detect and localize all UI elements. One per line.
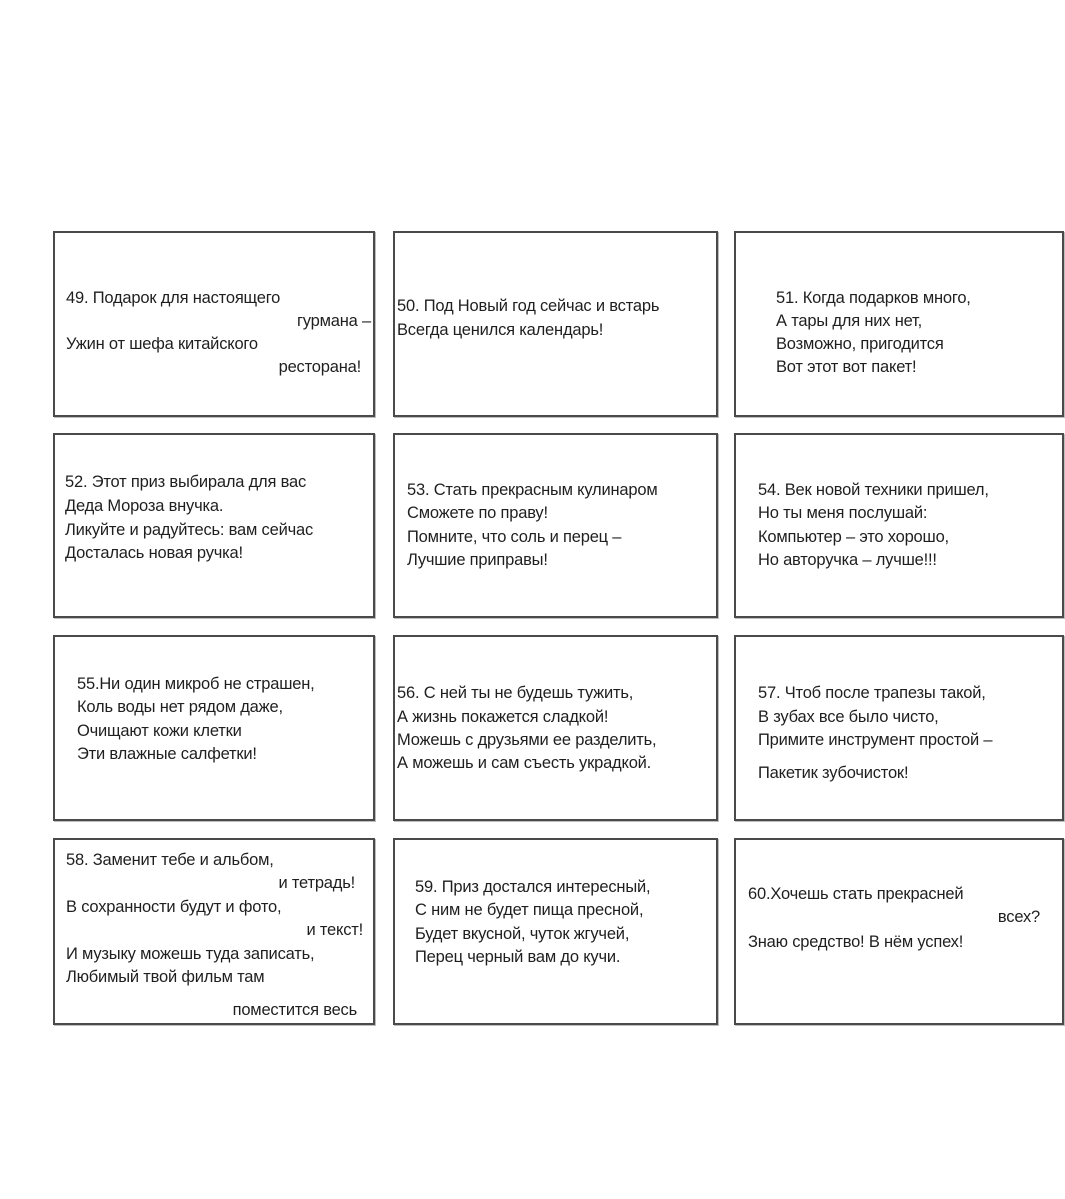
card-line: Перец черный вам до кучи. — [415, 948, 621, 966]
card-line: Компьютер – это хорошо, — [758, 528, 949, 546]
card-line: Ликуйте и радуйтесь: вам сейчас — [65, 521, 314, 539]
card-line: 58. Заменит тебе и альбом, — [66, 851, 274, 869]
card-line: Любимый твой фильм там — [66, 968, 265, 986]
card-line: А можешь и сам съесть украдкой. — [397, 754, 652, 772]
card-line: 53. Стать прекрасным кулинаром — [407, 481, 658, 499]
card-line: Лучшие приправы! — [407, 551, 548, 569]
card-line: 54. Век новой техники пришел, — [758, 481, 989, 499]
card-line: Примите инструмент простой – — [758, 731, 993, 749]
card-line: всех? — [997, 908, 1040, 926]
card-line: Пакетик зубочисток! — [758, 764, 909, 782]
card-line: Но авторучка – лучше!!! — [758, 551, 937, 569]
card-line: А жизнь покажется сладкой! — [397, 708, 609, 726]
gift-card-54 — [734, 433, 1064, 618]
card-line: ресторана! — [278, 358, 361, 376]
card-line: 52. Этот приз выбирала для вас — [65, 473, 307, 491]
card-line: Деда Мороза внучка. — [65, 497, 224, 515]
gift-card-58 — [53, 838, 375, 1025]
card-line: В сохранности будут и фото, — [66, 898, 282, 916]
card-line: Возможно, пригодится — [776, 335, 944, 353]
gift-card-52 — [53, 433, 375, 618]
gift-card-49 — [53, 231, 375, 417]
card-line: Можешь с друзьями ее разделить, — [397, 731, 657, 749]
gift-card-53 — [393, 433, 718, 618]
card-line: 50. Под Новый год сейчас и встарь — [397, 297, 660, 315]
card-line: И музыку можешь туда записать, — [66, 945, 315, 963]
card-line: Вот этот вот пакет! — [776, 358, 917, 376]
card-line: Очищают кожи клетки — [77, 722, 242, 740]
card-line: 56. С ней ты не будешь тужить, — [397, 684, 634, 702]
card-line: Всегда ценился календарь! — [397, 321, 604, 339]
gift-card-60 — [734, 838, 1064, 1025]
card-line: гурмана – — [296, 312, 371, 330]
gift-card-59 — [393, 838, 718, 1025]
card-line: 57. Чтоб после трапезы такой, — [758, 684, 986, 702]
card-line: Досталась новая ручка! — [65, 544, 243, 562]
gift-card-57 — [734, 635, 1064, 821]
card-line: Помните, что соль и перец – — [407, 528, 622, 546]
card-line: Но ты меня послушай: — [758, 504, 928, 522]
card-line: и текст! — [306, 921, 363, 939]
card-line: 60.Хочешь стать прекрасней — [748, 885, 964, 903]
card-line: 49. Подарок для настоящего — [66, 289, 281, 307]
card-line: поместится весь — [232, 1001, 357, 1019]
card-line: Эти влажные салфетки! — [77, 745, 257, 763]
card-line: Ужин от шефа китайского — [66, 335, 258, 353]
card-line: Коль воды нет рядом даже, — [77, 698, 283, 716]
gift-card-51 — [734, 231, 1064, 417]
card-line: и тетрадь! — [278, 874, 355, 892]
card-line: 55.Ни один микроб не страшен, — [77, 675, 315, 693]
gift-card-55 — [53, 635, 375, 821]
card-line: Сможете по праву! — [407, 504, 548, 522]
card-line: Знаю средство! В нём успех! — [748, 933, 964, 951]
gift-card-56 — [393, 635, 718, 821]
card-line: А тары для них нет, — [776, 312, 922, 330]
card-line: С ним не будет пища пресной, — [415, 901, 644, 919]
card-line: В зубах все было чисто, — [758, 708, 939, 726]
card-line: 59. Приз достался интересный, — [415, 878, 651, 896]
gift-card-50 — [393, 231, 718, 417]
card-line: 51. Когда подарков много, — [776, 289, 971, 307]
card-line: Будет вкусной, чуток жгучей, — [415, 925, 630, 943]
